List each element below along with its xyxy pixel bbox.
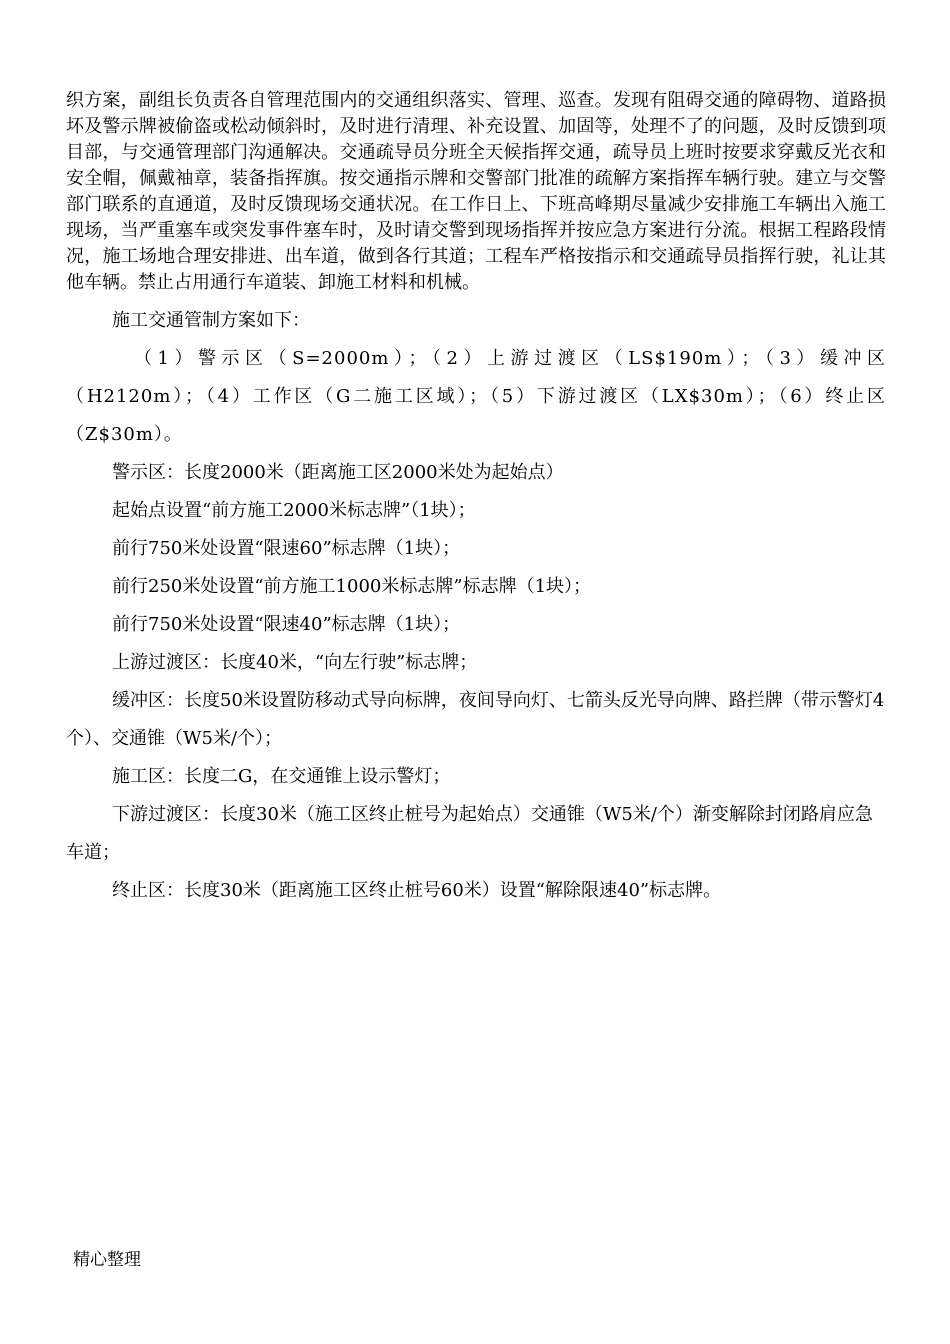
traffic-plan-section	[66, 302, 886, 910]
speed-limit-40-line: 前行750米处设置“限速40”标志牌（1块）；	[112, 614, 461, 635]
termination-zone-line: 终止区：长度30米（距离施工区终止桩号60米）设置“解除限速40”标志牌。	[112, 880, 722, 901]
buffer-zone-line: 缓冲区：长度50米设置防移动式导向标牌，夜间导向灯、七箭头反光导向牌、路拦牌（带示警灯4个）、交通锥（W5米/个）；	[66, 690, 885, 749]
intro-paragraph: 织方案，副组长负责各自管理范围内的交通组织落实、管理、巡查。发现有阻碍交通的障碍物、道路损坏及警示牌被偷盗或松动倾斜时，及时进行清理、补充设置、加固等，处理不了的问题，及时反馈到项目部，与交通管理部门沟通解决。交通疏导员分班全天候指挥交通，疏导员上班时按要求穿戴反光衣和安全帽，佩戴袖章，装备指挥旗。按交通指示牌和交警部门批准的疏解方案指挥车辆行驶。建立与交警部门联系的直通道，及时反馈现场交通状况。在工作日上、下班高峰期尽量减少安排施工车辆出入施工现场，当严重塞车或突发事件塞车时，及时请交警到现场指挥并按应急方案进行分流。根据工程路段情况，施工场地合理安排进、出车道，做到各行其道；工程车严格按指示和交通疏导员指挥行驶，礼让其他车辆。禁止占用通行车道装、卸施工材料和机械。	[66, 90, 886, 293]
downstream-transition-line: 下游过渡区：长度30米（施工区终止桩号为起始点）交通锥（W5米/个）渐变解除封闭路肩应急车道；	[66, 804, 873, 863]
start-sign-line: 起始点设置“前方施工2000米标志牌”（1块）；	[112, 500, 476, 521]
plan-heading: 施工交通管制方案如下：	[112, 310, 310, 331]
footer-note: 精心整理	[73, 1250, 141, 1270]
warning-zone-line: 警示区：长度2000米（距离施工区2000米处为起始点）	[112, 462, 564, 483]
upstream-transition-line: 上游过渡区：长度40米，“向左行驶”标志牌；	[112, 652, 478, 673]
work-zone-line: 施工区：长度二G，在交通锥上设示警灯；	[112, 766, 451, 787]
zones-line: （1）警示区（S=2000m）；（2）上游过渡区（LS$190m）；（3）缓冲区（H2120m）；（4）工作区（G二施工区域）；（5）下游过渡区（LX$30m）；（6）终止区（Z$30m）。	[66, 348, 886, 445]
speed-limit-60-line: 前行750米处设置“限速60”标志牌（1块）；	[112, 538, 461, 559]
construction-1000m-line: 前行250米处设置“前方施工1000米标志牌”标志牌（1块）；	[112, 576, 592, 597]
